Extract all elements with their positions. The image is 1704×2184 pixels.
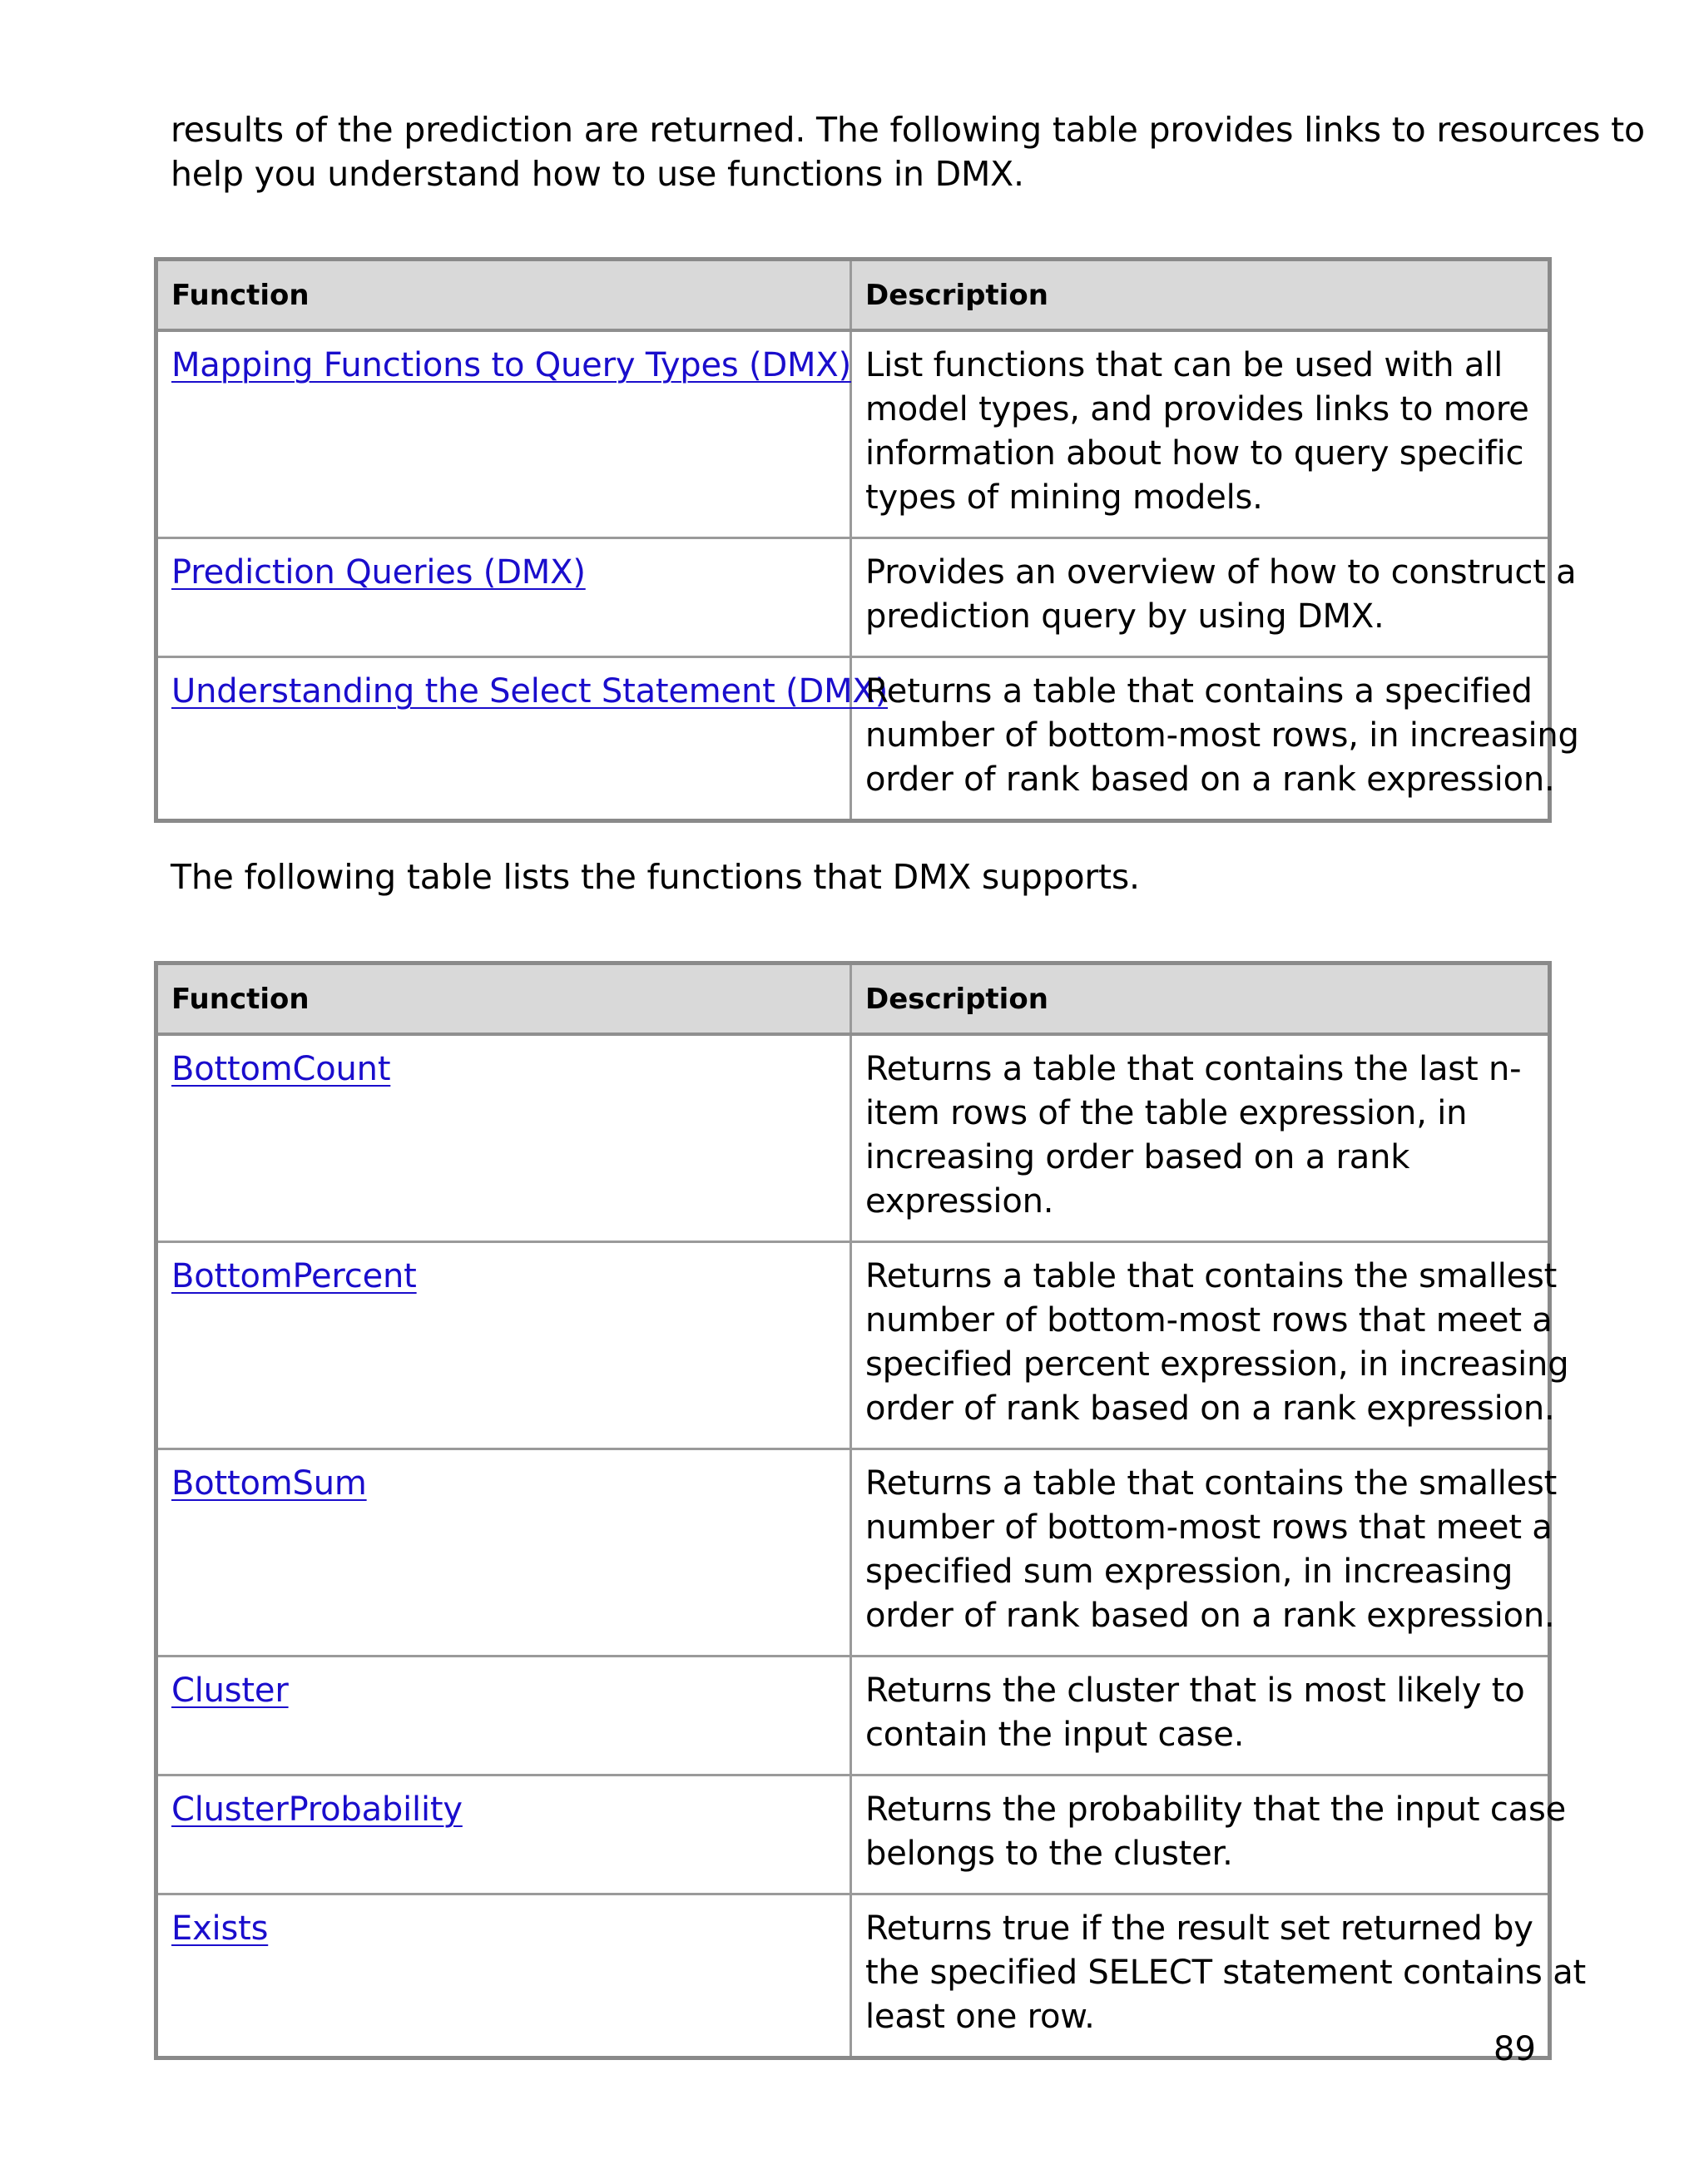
- description-line: number of bottom-most rows that meet a: [865, 1508, 1553, 1547]
- description-line: Returns the probability that the input case: [865, 1790, 1567, 1829]
- table-row: [156, 538, 1550, 657]
- description-cell: [851, 1657, 1550, 1775]
- table-row: [156, 1657, 1550, 1775]
- column-header-function: Function: [156, 963, 851, 1035]
- table-header-row: [156, 963, 1550, 1035]
- link-bottomsum[interactable]: BottomSum: [171, 1464, 367, 1503]
- table-row: [156, 657, 1550, 821]
- description-cell: [851, 1449, 1558, 1657]
- column-header-function: Function: [156, 260, 851, 331]
- table-row: [156, 1894, 1550, 2058]
- function-cell: [156, 1894, 851, 2058]
- function-cell: [156, 330, 851, 538]
- description-line: order of rank based on a rank expression.: [865, 1389, 1555, 1428]
- description-cell: [851, 1775, 1567, 1894]
- description-line: number of bottom-most rows, in increasing: [865, 716, 1579, 755]
- description-line: Returns a table that contains the smallest: [865, 1257, 1558, 1295]
- description-line: increasing order based on a rank: [865, 1138, 1410, 1176]
- description-line: prediction query by using DMX.: [865, 597, 1384, 636]
- link-exists[interactable]: Exists: [171, 1909, 269, 1948]
- functions-intro-paragraph: The following table lists the functions that DMX supports.: [171, 857, 1140, 897]
- function-cell: [156, 1242, 851, 1449]
- link-mapping-functions[interactable]: Mapping Functions to Query Types (DMX): [171, 346, 851, 384]
- description-line: Provides an overview of how to construct a: [865, 553, 1577, 592]
- intro-line: help you understand how to use functions in DMX.: [171, 154, 1024, 194]
- description-cell: [851, 1242, 1569, 1449]
- description-line: Returns the cluster that is most likely to: [865, 1671, 1525, 1710]
- link-bottompercent[interactable]: BottomPercent: [171, 1257, 417, 1295]
- description-line: item rows of the table expression, in: [865, 1094, 1468, 1132]
- link-clusterprobability[interactable]: ClusterProbability: [171, 1790, 463, 1829]
- description-line: types of mining models.: [865, 478, 1263, 517]
- table-row: [156, 1449, 1550, 1657]
- description-line: information about how to query specific: [865, 434, 1524, 473]
- description-line: least one row.: [865, 1998, 1095, 2036]
- description-cell: [851, 330, 1550, 538]
- description-line: Returns true if the result set returned by: [865, 1909, 1533, 1948]
- function-cell: [156, 538, 851, 657]
- dmx-functions-table: [154, 961, 1586, 2060]
- link-understanding-select[interactable]: Understanding the Select Statement (DMX): [171, 672, 889, 711]
- description-line: Returns a table that contains the smallest: [865, 1464, 1558, 1503]
- description-line: specified percent expression, in increasing: [865, 1345, 1569, 1384]
- link-cluster[interactable]: Cluster: [171, 1671, 289, 1710]
- description-line: the specified SELECT statement contains at: [865, 1954, 1586, 1992]
- function-cell: [156, 1775, 851, 1894]
- resource-links-table: [154, 257, 1579, 823]
- description-cell: [851, 657, 1579, 821]
- table-row: [156, 1034, 1550, 1242]
- page-number: 89: [1493, 2030, 1536, 2068]
- description-cell: [851, 1894, 1586, 2058]
- description-line: order of rank based on a rank expression.: [865, 1597, 1555, 1635]
- description-line: Returns a table that contains a specified: [865, 672, 1533, 711]
- function-cell: [156, 1034, 851, 1242]
- description-cell: [851, 538, 1577, 657]
- description-line: number of bottom-most rows that meet a: [865, 1301, 1553, 1340]
- link-bottomcount[interactable]: BottomCount: [171, 1050, 391, 1088]
- column-header-description: Description: [851, 260, 1550, 331]
- description-line: model types, and provides links to more: [865, 390, 1529, 428]
- description-line: specified sum expression, in increasing: [865, 1553, 1513, 1591]
- column-header-description: Description: [851, 963, 1550, 1035]
- function-cell: [156, 657, 889, 821]
- table-row: [156, 1775, 1550, 1894]
- table-row: [156, 330, 1550, 538]
- description-line: Returns a table that contains the last n-: [865, 1050, 1522, 1088]
- function-cell: [156, 1657, 851, 1775]
- table-row: [156, 1242, 1550, 1449]
- description-line: List functions that can be used with all: [865, 346, 1503, 384]
- description-cell: [851, 1034, 1550, 1242]
- description-line: contain the input case.: [865, 1716, 1245, 1754]
- link-prediction-queries[interactable]: Prediction Queries (DMX): [171, 553, 586, 592]
- intro-line: results of the prediction are returned. The following table provides links to resources to: [171, 110, 1645, 150]
- intro-paragraph: [171, 108, 1645, 196]
- table-header-row: [156, 260, 1550, 331]
- description-line: belongs to the cluster.: [865, 1835, 1233, 1873]
- description-line: order of rank based on a rank expression.: [865, 760, 1555, 799]
- description-line: expression.: [865, 1182, 1054, 1221]
- function-cell: [156, 1449, 851, 1657]
